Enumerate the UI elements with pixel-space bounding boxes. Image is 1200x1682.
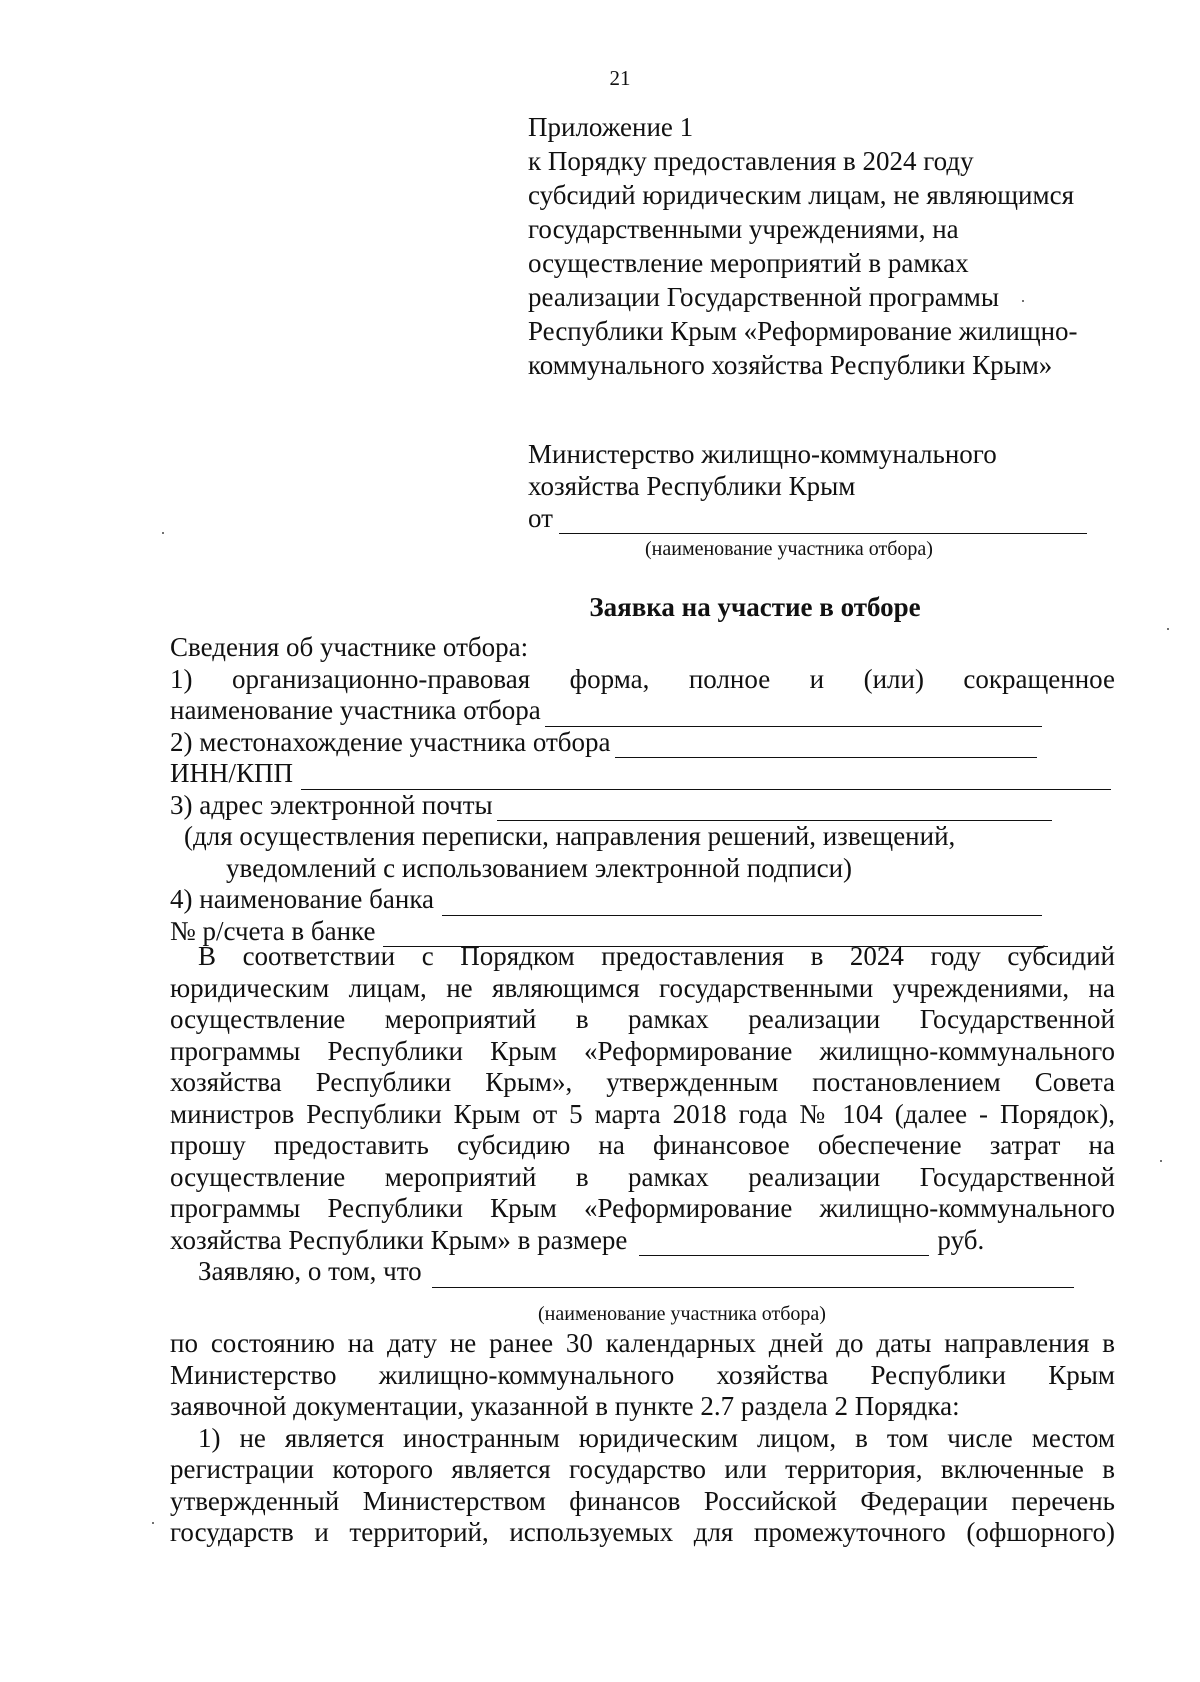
appendix-line: реализации Государственной программы <box>528 282 1000 312</box>
item4-label: 4) наименование банка <box>170 884 435 914</box>
declaration-line: по состоянию на дату не ранее 30 календарных дней до даты направления в <box>170 1328 1115 1358</box>
from-row <box>528 502 1108 534</box>
account-label: № р/счета в банке <box>170 915 376 946</box>
paragraph-line: хозяйства Республики Крым», утвержденным постановлением Совета <box>170 1067 1115 1097</box>
paragraph-line: осуществление мероприятий в рамках реализации Государственной <box>170 1004 1115 1034</box>
addressee-line: Министерство жилищно-коммунального <box>528 439 997 469</box>
appendix-line: к Порядку предоставления в 2024 году <box>528 146 974 176</box>
page-number: 21 <box>609 66 631 90</box>
inn-fill-line[interactable] <box>301 765 1111 790</box>
scan-speck <box>152 1522 154 1524</box>
bank-fill-line[interactable] <box>442 891 1042 916</box>
inn-label: ИНН/КПП <box>170 758 294 788</box>
from-hint: (наименование участника отбора) <box>645 538 933 560</box>
declaration-item-line: 1) не является иностранным юридическим лицом, в том числе местом <box>198 1422 1115 1453</box>
item3-label: 3) адрес электронной почты <box>170 789 493 820</box>
paragraph-line: программы Республики Крым «Реформирование жилищно-коммунального <box>170 1035 1115 1066</box>
scan-speck <box>1160 1160 1162 1162</box>
item2-label: 2) местонахождение участника отбора <box>170 726 611 757</box>
appendix-line: Республики Крым «Реформирование жилищно- <box>528 316 1078 346</box>
declaration-intro: Заявляю, о том, что <box>198 1256 422 1286</box>
paragraph-line: прошу предоставить субсидию на финансовое обеспечение затрат на <box>170 1130 1115 1160</box>
paragraph-line: В соответствии с Порядком предоставления в 2024 году субсидий <box>198 941 1115 971</box>
appendix-line: Приложение 1 <box>528 112 694 142</box>
inn-row <box>170 758 1115 790</box>
item4-row <box>170 884 1115 916</box>
currency-label: руб. <box>937 1224 985 1255</box>
request-paragraph <box>170 941 1115 1288</box>
location-fill-line[interactable] <box>615 733 1037 758</box>
declaration-text <box>170 1328 1115 1549</box>
declarant-fill-line[interactable] <box>432 1263 1074 1288</box>
amount-fill-line[interactable] <box>639 1231 929 1256</box>
declaration-row <box>170 1256 1115 1288</box>
email-note-line: (для осуществления переписки, направления решений, извещений, <box>184 821 956 851</box>
amount-label: хозяйства Республики Крым» в размере <box>170 1224 628 1255</box>
paragraph-line: программы Республики Крым «Реформирование жилищно-коммунального <box>170 1193 1115 1223</box>
email-note-line: уведомлений с использованием электронной подписи) <box>226 852 853 883</box>
from-fill-line[interactable] <box>559 509 1087 534</box>
appendix-line: субсидий юридическим лицам, не являющимся <box>528 180 1074 210</box>
declaration-line: заявочной документации, указанной в пункте 2.7 раздела 2 Порядка: <box>170 1391 960 1421</box>
item1-line1: 1) организационно-правовая форма, полное и (или) сокращенное <box>170 663 1115 694</box>
paragraph-line: министров Республики Крым от 5 марта 2018 года № 104 (далее - Порядок), <box>170 1098 1115 1129</box>
name-fill-line[interactable] <box>545 702 1042 727</box>
participant-info <box>170 632 1115 947</box>
from-label: от <box>528 503 553 533</box>
form-title: Заявка на участие в отборе <box>589 592 921 622</box>
declarant-hint: (наименование участника отбора) <box>538 1303 826 1325</box>
declaration-item-line: государств и территорий, используемых для промежуточного (офшорного) <box>170 1517 1115 1547</box>
amount-row <box>170 1225 1115 1257</box>
addressee-line: хозяйства Республики Крым <box>528 471 856 501</box>
declaration-item-line: регистрации которого является государство или территория, включенные в <box>170 1454 1115 1484</box>
appendix-line: государственными учреждениями, на <box>528 214 959 244</box>
email-fill-line[interactable] <box>497 796 1052 821</box>
addressee-block <box>528 438 1108 534</box>
appendix-header <box>528 110 1168 382</box>
declaration-line: Министерство жилищно-коммунального хозяйства Республики Крым <box>170 1359 1115 1390</box>
participant-heading: Сведения об участнике отбора: <box>170 632 529 662</box>
item1-row <box>170 695 1115 727</box>
scan-speck <box>1167 628 1169 630</box>
appendix-line: коммунального хозяйства Республики Крым» <box>528 350 1053 380</box>
item2-row <box>170 727 1115 759</box>
item1-line2: наименование участника отбора <box>170 695 541 725</box>
item3-row <box>170 790 1115 822</box>
paragraph-line: юридическим лицам, не являющимся государственными учреждениями, на <box>170 972 1115 1003</box>
scan-speck <box>162 532 164 534</box>
appendix-line: осуществление мероприятий в рамках <box>528 248 969 278</box>
declaration-item-line: утвержденный Министерством финансов Российской Федерации перечень <box>170 1485 1115 1516</box>
paragraph-line: осуществление мероприятий в рамках реализации Государственной <box>170 1161 1115 1192</box>
scan-speck <box>1022 300 1024 302</box>
